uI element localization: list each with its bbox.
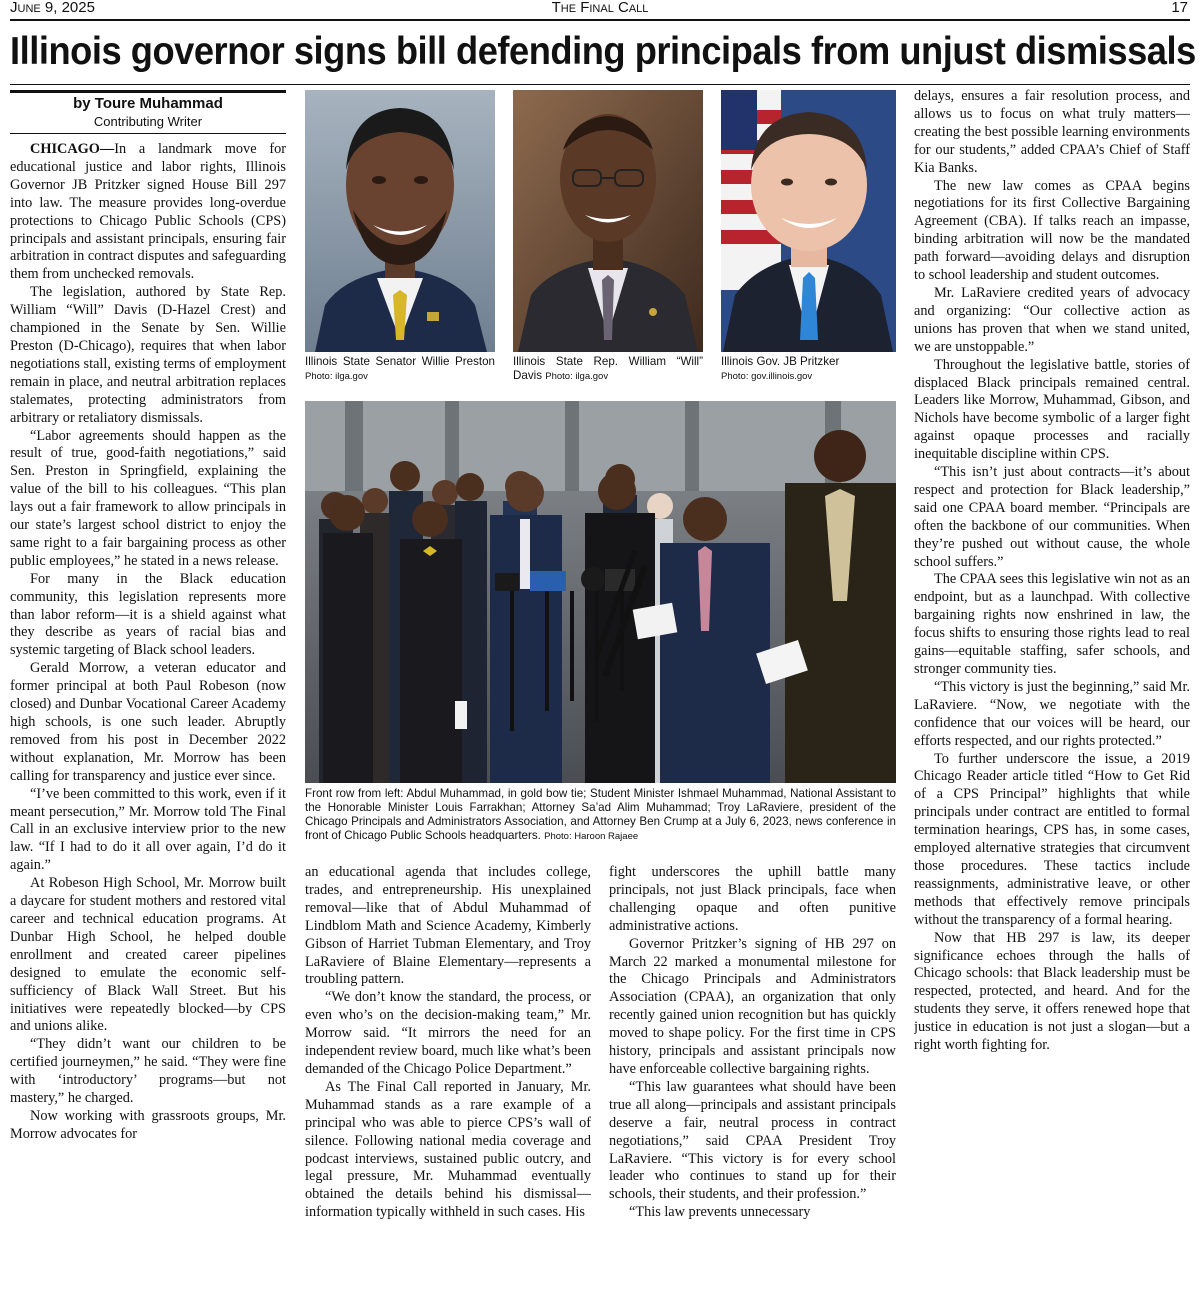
caption-text: Illinois State Rep. William “Will” Davis — [513, 355, 703, 382]
dateline: CHICAGO— — [30, 141, 115, 157]
article-paragraph: Gerald Morrow, a veteran educator and former principal at both Paul Robeson (now closed) and Dunbar Vocational Career Academy high schools, is one such leader. Abruptly removed from his post in December 2022 without explanation, Mr. Morrow has been calling for transparency and justice ever since. — [10, 660, 286, 784]
photo-credit: Photo: Haroon Rajaee — [544, 831, 639, 842]
issue-date: June 9, 2025 — [10, 0, 95, 16]
article-paragraph: Now that HB 297 is law, its deeper significance echoes through the halls of Chicago schools: that Black leadership must be respected, protected, and heard. And for the students they serve, it offers renewed hope that justice in education is not just a slogan—but a right worth fighting for. — [914, 929, 1190, 1054]
article-paragraph: The CPAA sees this legislative win not as an endpoint, but as a launchpad. With collective bargaining rights now enshrined in law, the focus shifts to ensuring those rights lead to real gains—equitable staffing, safer schools, and stronger community ties. — [914, 571, 1190, 677]
photo-senator-preston — [305, 90, 495, 352]
article-paragraph: “Labor agreements should happen as the result of true, good-faith negotiations,” said Sen. Preston in Springfield, explaining the value of the bill to his colleagues. “This plan lays out a fair framework to allow principals in our state’s largest school district to enjoy the same right to a fair bargaining process as other public employees,” he stated in a news release. — [10, 427, 286, 569]
byline-rule — [10, 90, 286, 93]
article-paragraph: “This victory is just the beginning,” said Mr. LaRaviere. “Now, we negotiate with the confidence that our voices will be heard, our efforts respected, and our rights protected.” — [914, 678, 1190, 749]
article-paragraph: “This isn’t just about contracts—it’s about respect and protection for Black leadership,” said one CPAA board member. “Principals are often the backbone of our communities. When they’re pushed out without cause, the whole school suffers.” — [914, 464, 1190, 570]
article-column-1 — [10, 141, 286, 1291]
article-paragraph: Mr. LaRaviere credited years of advocacy and organizing: “Our collective action as unions has proven that when we stand united, we are unstoppable.” — [914, 284, 1190, 355]
caption-text: Illinois State Senator Willie Preston — [305, 355, 495, 368]
article-paragraph: Throughout the legislative battle, stories of displaced Black principals remained central. Leaders like Morrow, Muhammad, Gibson, and Nichols have become symbolic of a larger fight against opaque processes and racially inequitable discipline within CPS. — [914, 356, 1190, 463]
article-paragraph: an educational agenda that includes college, trades, and entrepreneurship. His unexplained removal—like that of Abdul Muhammad of Lindblom Math and Science Academy, Kimberly Gibson of Harriet Tubman Elementary, and Troy LaRaviere of Blaine Elementary—represents a troubling pattern. — [305, 864, 591, 988]
photo-caption-press-conference — [305, 787, 896, 844]
photo-caption-preston — [305, 355, 495, 384]
article-paragraph: At Robeson High School, Mr. Morrow built a daycare for student mothers and restored vital career and technical education programs. At Dunbar High School, he helped double enrollment and created career pipelines designed to emulate the economic self-sufficiency of Black Wall Street. But his initiatives were repeatedly blocked—by CPS and unions alike. — [10, 875, 286, 1035]
photo-caption-davis — [513, 355, 703, 384]
publication-name: The Final Call — [551, 0, 649, 16]
article-paragraph: delays, ensures a fair resolution process, and allows us to focus on what truly matters—creating the best possible learning environments for our students,” added CPAA’s Chief of Staff Kia Banks. — [914, 88, 1190, 176]
article-paragraph: “They didn’t want our children to be certified journeymen,” he said. “They were fine with ‘introductory’ programs—but not mastery,” he charged. — [10, 1036, 286, 1107]
article-column-3 — [609, 864, 896, 1294]
byline-bottom-rule — [10, 133, 286, 134]
photo-credit: Photo: ilga.gov — [305, 371, 368, 382]
headline: Illinois governor signs bill defending principals from unjust dismissals — [10, 30, 1196, 73]
byline-title: Contributing Writer — [93, 114, 203, 129]
byline-author: by Toure Muhammad — [73, 95, 223, 112]
article-paragraph: As The Final Call reported in January, Mr. Muhammad stands as a rare example of a principal who was able to pierce CPS’s wall of silence. Following national media coverage and podcast interviews, sustained public outcry, and legal pressure, Mr. Muhammad eventually obtained the details behind his dismissal—information typically withheld in such cases. His — [305, 1078, 591, 1221]
caption-text: Front row from left: Abdul Muhammad, in gold bow tie; Student Minister Ishmael Muhammad, National Assistant to the Honorable Minister Louis Farrakhan; Attorney Sa’ad Alim Muhammad; Troy LaRaviere, president of the Chicago Principals and Administrators Association, and Attorney Ben Crump at a July 6, 2023, news conference in front of Chicago Public Schools headquarters. — [305, 787, 896, 842]
header-rule — [10, 19, 1190, 21]
photo-credit: Photo: gov.illinois.gov — [721, 371, 813, 382]
article-paragraph: Governor Pritzker’s signing of HB 297 on March 22 marked a monumental milestone for the Chicago Principals and Administrators Association (CPAA), an organization that only recently gained union recognition but has quickly moved to shape policy. For the first time in CPS history, principals and assistant principals now have enforceable collective bargaining rights. — [609, 935, 896, 1077]
photo-credit: Photo: ilga.gov — [545, 371, 609, 382]
photo-rep-davis — [513, 90, 703, 352]
article-paragraph: In a landmark move for educational justice and labor rights, Illinois Governor JB Pritzker signed House Bill 297 into law. The measure provides long-overdue protections to Chicago Public Schools (CPS) principals and assistant principals, ensuring fair arbitration in contract disputes and safeguarding them from unchecked removals. — [10, 141, 286, 283]
headline-rule — [10, 84, 1190, 85]
article-paragraph: fight underscores the uphill battle many principals, not just Black principals, face when challenging opaque and often punitive administrative actions. — [609, 864, 896, 934]
article-paragraph: “We don’t know the standard, the process, or even who’s on the decision-making team,” Mr. Morrow said. “It mirrors the need for an independent review board, much like what’s been demanded of the Chicago Police Department.” — [305, 989, 591, 1077]
article-paragraph: To further underscore the issue, a 2019 Chicago Reader article titled “How to Get Rid of a CPS Principal” highlights that while principals under contract are entitled to formal termination hearings, CPS has, in some cases, employed alternative strategies that circumvent those procedures. These tactics include reassignments, administrative leave, or other methods that effectively remove principals without the transparency of a formal hearing. — [914, 750, 1190, 928]
article-paragraph: “I’ve been committed to this work, even if it meant persecution,” Mr. Morrow told The Final Call in an exclusive interview prior to the new law. “If I had to do it all over again, I’d do it again.” — [10, 785, 286, 874]
caption-text: Illinois Gov. JB Pritzker — [721, 355, 840, 368]
page-number: 17 — [1171, 0, 1188, 16]
article-paragraph: The new law comes as CPAA begins negotiations for its first Collective Bargaining Agreement (CBA). If talks reach an impasse, binding arbitration will now be the mandated path forward—avoiding delays and disruption to school leadership and student outcomes. — [914, 177, 1190, 284]
article-column-2 — [305, 864, 591, 1294]
article-paragraph: The legislation, authored by State Rep. William “Will” Davis (D-Hazel Crest) and championed in the Senate by Sen. Willie Preston (D-Chicago), requires that when labor negotiations stall, existing terms of employment remain in place, and neutral arbitration replaces stalemates, protecting administrators from arbitrary or retaliatory dismissals. — [10, 284, 286, 426]
photo-press-conference — [305, 401, 896, 783]
article-paragraph: “This law guarantees what should have been true all along—principals and assistant principals deserve a fair, neutral process in contract negotiations,” said CPAA President Troy LaRaviere. “This victory is for every school leader who continues to stand up for their schools, their students, and their profession.” — [609, 1078, 896, 1203]
article-column-4 — [914, 88, 1190, 1293]
article-paragraph: For many in the Black education community, this legislation represents more than labor reform—it is a shield against what they describe as years of racial bias and systemic targeting of Black school leaders. — [10, 570, 286, 659]
article-paragraph: “This law prevents unnecessary — [629, 1204, 811, 1221]
article-paragraph: Now working with grassroots groups, Mr. Morrow advocates for — [10, 1107, 286, 1142]
photo-gov-pritzker — [721, 90, 896, 352]
photo-caption-pritzker — [721, 355, 896, 384]
